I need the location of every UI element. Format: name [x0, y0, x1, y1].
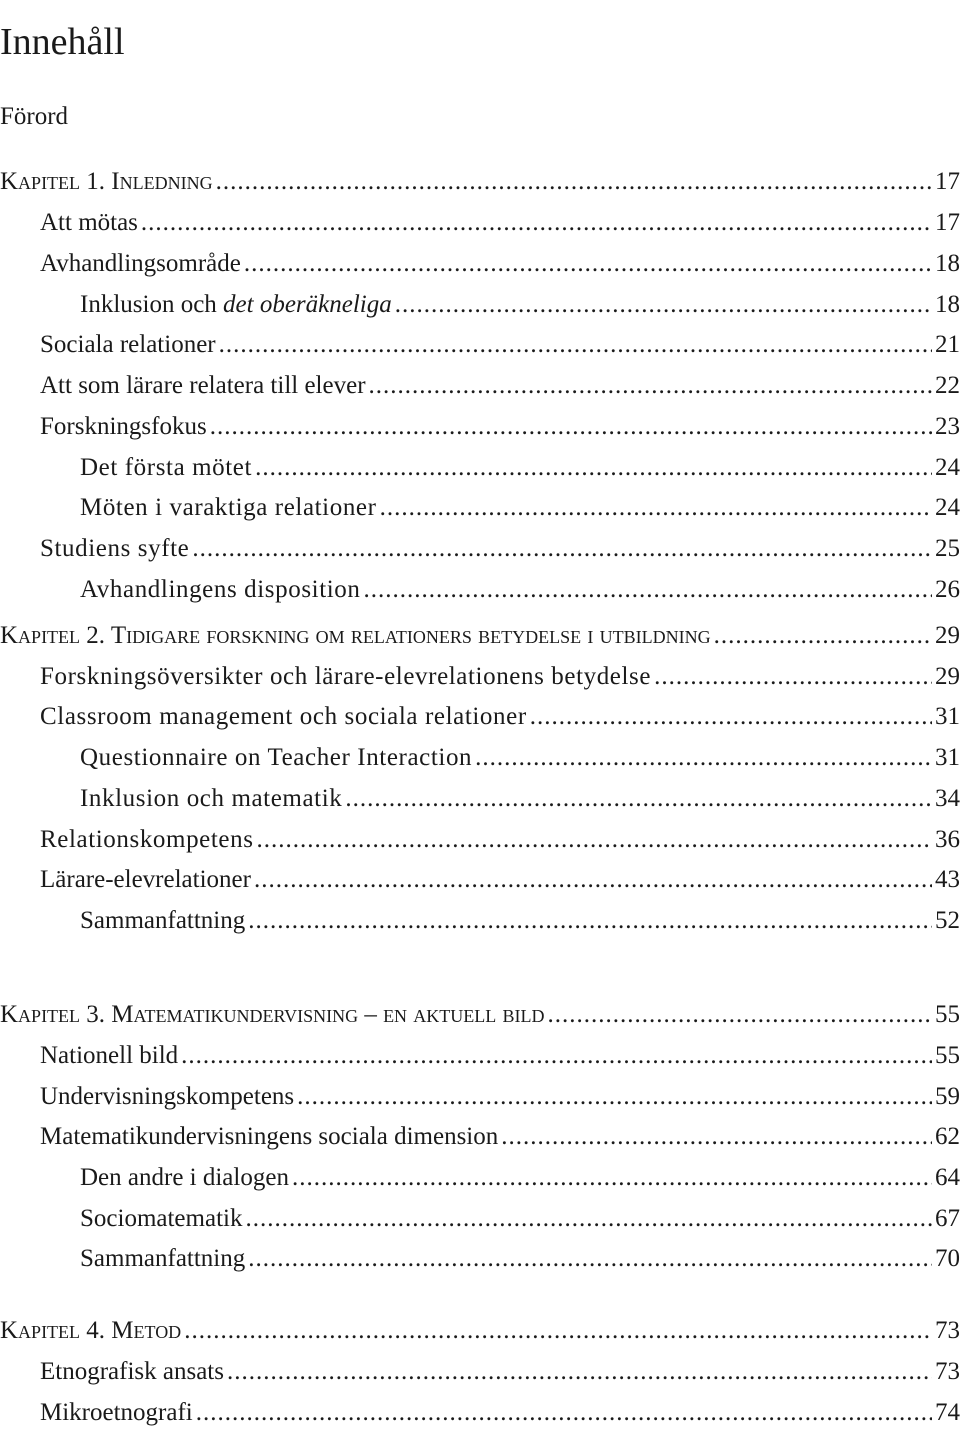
toc-entry-title: Sammanfattning [80, 907, 246, 934]
toc-entry [0, 1242, 960, 1276]
dot-leader [216, 165, 932, 199]
toc-page-number: 17 [935, 168, 960, 195]
dot-leader [364, 573, 932, 607]
dot-leader [219, 328, 932, 362]
dot-leader [714, 619, 932, 653]
toc-page-number: 73 [935, 1358, 960, 1385]
toc-entry [0, 741, 960, 775]
toc-page-number: 29 [935, 622, 960, 649]
toc-entry-title: Att som lärare relatera till elever [40, 372, 366, 399]
toc-page-number: 70 [935, 1245, 960, 1272]
toc-entry-title: Sammanfattning [80, 1245, 246, 1272]
toc-page-number: 31 [935, 703, 960, 730]
toc-page-number: 22 [935, 372, 960, 399]
toc-entry-title: Nationell bild [40, 1042, 179, 1069]
toc-entry [0, 491, 960, 525]
dot-leader [395, 288, 932, 322]
toc-entry-title: Avhandlingsområde [40, 250, 241, 277]
toc-entry-title: Matematikundervisningens sociala dimension [40, 1123, 499, 1150]
toc-entry [0, 532, 960, 566]
toc-entry [0, 700, 960, 734]
toc-page-number: 59 [935, 1083, 960, 1110]
toc-entry [0, 1355, 960, 1389]
toc-page-number: 62 [935, 1123, 960, 1150]
dot-leader [548, 998, 932, 1032]
toc-entry [0, 1039, 960, 1073]
toc-page-number: 36 [935, 826, 960, 853]
toc-entry-title: Relationskompetens [40, 826, 254, 853]
toc-entry-title: Kapitel 4. Metod [0, 1317, 182, 1344]
toc-entry [0, 369, 960, 403]
toc-page-number: 25 [935, 535, 960, 562]
dot-leader [254, 863, 932, 897]
toc-entry [0, 451, 960, 485]
toc-entry [0, 165, 960, 199]
toc-page-number: 18 [935, 291, 960, 318]
toc-entry-title-emphasis: det oberäkneliga [223, 291, 392, 318]
dot-leader [530, 700, 932, 734]
toc-entry-title: Mikroetnografi [40, 1399, 193, 1426]
toc-entry-title: Avhandlingens disposition [80, 576, 361, 603]
toc-entry [0, 660, 960, 694]
toc-entry [0, 863, 960, 897]
toc-entry [0, 823, 960, 857]
toc-page-number: 29 [935, 663, 960, 690]
toc-entry [0, 619, 960, 653]
toc-entry-title: Questionnaire on Teacher Interaction [80, 744, 473, 771]
toc-page-number: 21 [935, 331, 960, 358]
toc-page-number: 55 [935, 1042, 960, 1069]
toc-entry-title: Classroom management och sociala relationer [40, 703, 527, 730]
dot-leader [244, 247, 932, 281]
toc-entry [0, 328, 960, 362]
dot-leader [257, 823, 932, 857]
toc-entry-title: Lärare-elevrelationer [40, 866, 251, 893]
toc-entry [0, 247, 960, 281]
toc-entry [0, 1080, 960, 1114]
dot-leader [184, 1314, 932, 1348]
toc-entry-title: Möten i varaktiga relationer [80, 494, 377, 521]
toc-entry [0, 206, 960, 240]
toc-entry [0, 1314, 960, 1348]
foreword-heading: Förord [0, 103, 69, 130]
toc-page-number: 74 [935, 1399, 960, 1426]
dot-leader [210, 410, 932, 444]
toc-entry-title: Etnografisk ansats [40, 1358, 224, 1385]
toc-page-number: 23 [935, 413, 960, 440]
toc-page-number: 43 [935, 866, 960, 893]
toc-entry [0, 1202, 960, 1236]
dot-leader [227, 1355, 932, 1389]
dot-leader [345, 782, 932, 816]
toc-page-number: 18 [935, 250, 960, 277]
dot-leader [248, 1242, 932, 1276]
dot-leader [196, 1396, 932, 1430]
dot-leader [192, 532, 932, 566]
dot-leader [654, 660, 932, 694]
dot-leader [380, 491, 932, 525]
dot-leader [292, 1161, 932, 1195]
toc-entry [0, 410, 960, 444]
dot-leader [248, 904, 932, 938]
toc-entry [0, 998, 960, 1032]
toc-entry [0, 288, 960, 322]
dot-leader [501, 1120, 932, 1154]
dot-leader [475, 741, 932, 775]
toc-entry-title: Forskningsöversikter och lärare-elevrelationens betydelse [40, 663, 652, 690]
toc-entry-title: Undervisningskompetens [40, 1083, 295, 1110]
toc-entry-title: Att mötas [40, 209, 138, 236]
dot-leader [141, 206, 932, 240]
dot-leader [255, 451, 932, 485]
toc-entry-title: Kapitel 2. Tidigare forskning om relationers betydelse i utbildning [0, 622, 711, 649]
toc-entry [0, 1120, 960, 1154]
toc-page-number: 64 [935, 1164, 960, 1191]
toc-page-number: 73 [935, 1317, 960, 1344]
dot-leader [181, 1039, 932, 1073]
toc-page-number: 52 [935, 907, 960, 934]
toc-page-number: 31 [935, 744, 960, 771]
dot-leader [369, 369, 932, 403]
toc-page-number: 24 [935, 454, 960, 481]
toc-entry-title: Sociala relationer [40, 331, 216, 358]
toc-page-number: 17 [935, 209, 960, 236]
toc-entry [0, 1396, 960, 1430]
toc-entry-title: Kapitel 3. Matematikundervisning – en aktuell bild [0, 1001, 545, 1028]
toc-entry-title: Det första mötet [80, 454, 253, 481]
dot-leader [245, 1202, 932, 1236]
toc-page-number: 34 [935, 785, 960, 812]
toc-entry [0, 1161, 960, 1195]
toc-entry [0, 782, 960, 816]
toc-entry-title: Den andre i dialogen [80, 1164, 289, 1191]
toc-entry-title: Inklusion och matematik [80, 785, 343, 812]
toc-page-number: 55 [935, 1001, 960, 1028]
toc-page-number: 67 [935, 1205, 960, 1232]
toc-entry-title: Studiens syfte [40, 535, 190, 562]
toc-entry [0, 573, 960, 607]
toc-entry-title: Forskningsfokus [40, 413, 207, 440]
toc-entry-title: Inklusion och det oberäkneliga [80, 291, 392, 318]
page-title: Innehåll [0, 21, 125, 64]
toc-entry [0, 904, 960, 938]
toc-entry-title: Sociomatematik [80, 1205, 243, 1232]
toc-entry-title: Kapitel 1. Inledning [0, 168, 213, 195]
dot-leader [297, 1080, 932, 1114]
toc-page-number: 24 [935, 494, 960, 521]
toc-page-number: 26 [935, 576, 960, 603]
